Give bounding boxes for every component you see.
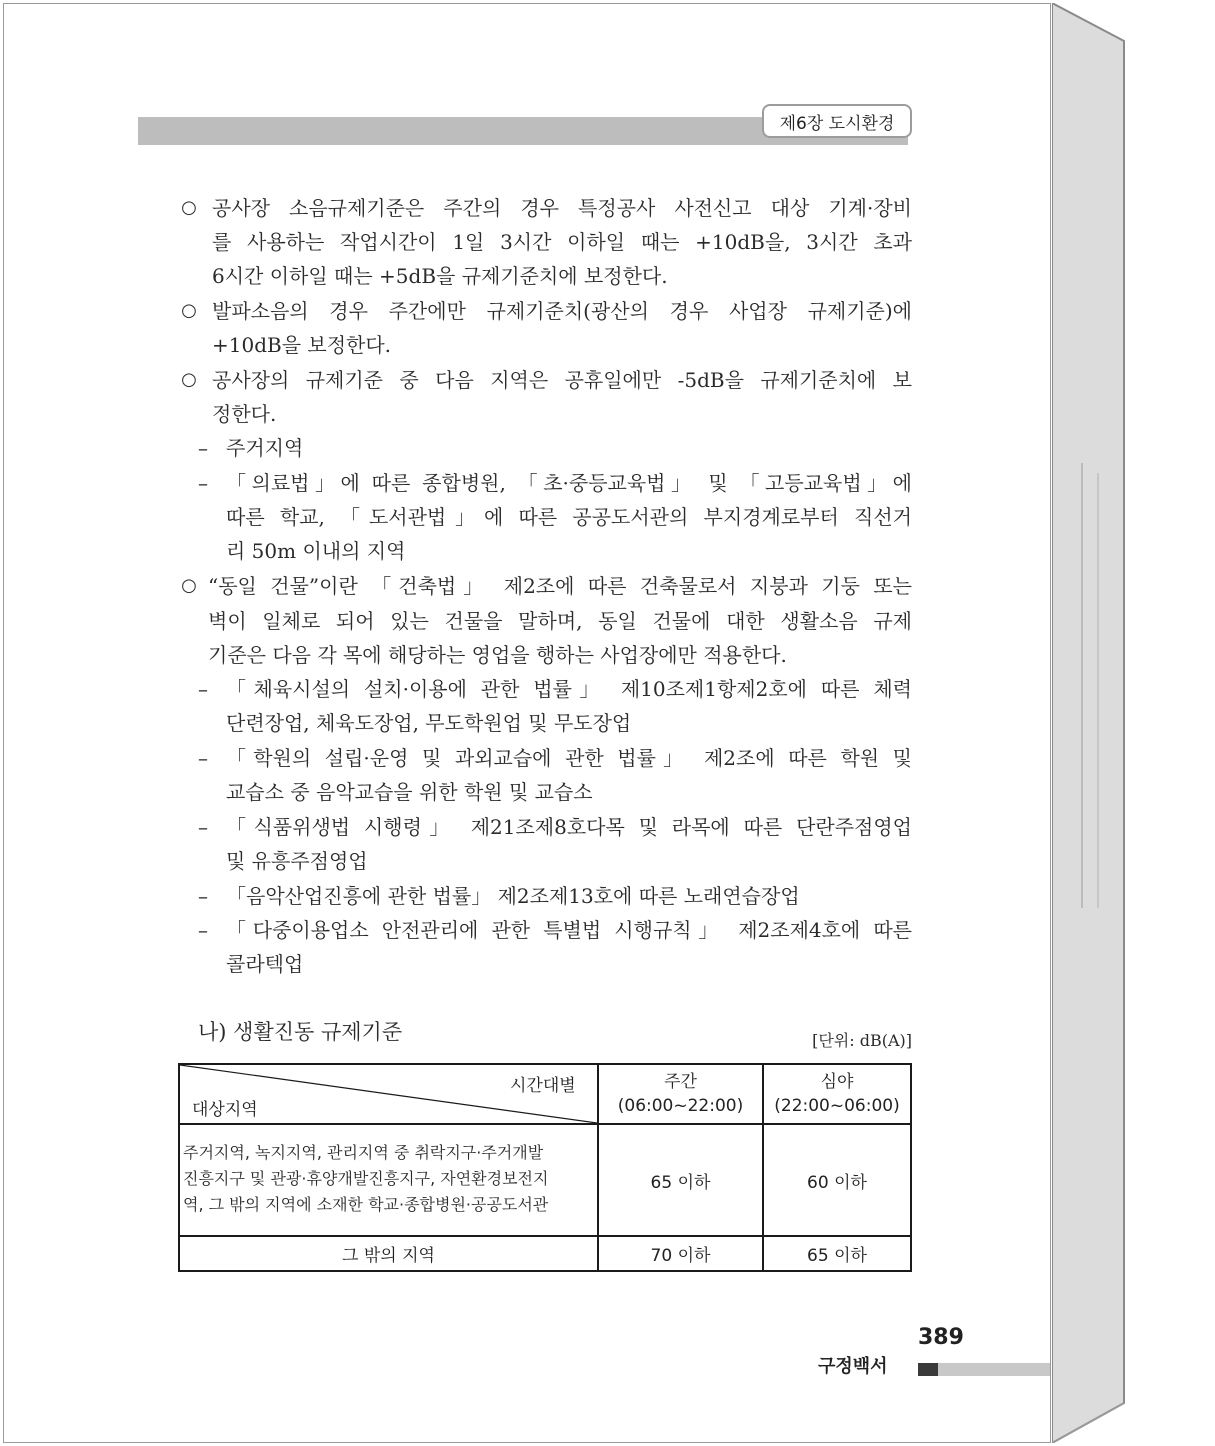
body-text-line: 6시간 이하일 때는 +5dB을 규제기준치에 보정한다.: [212, 264, 668, 288]
unit-label: [단위: dB(A)]: [812, 1031, 912, 1050]
list-item-text: 「의료법」에 따른 종합병원, 「초·중등교육법」 및 「고등교육법」에: [226, 471, 912, 495]
column-header-day-range: (06:00~22:00): [617, 1096, 744, 1116]
list-item-text: 교습소 중 음악교습을 위한 학원 및 교습소: [226, 780, 593, 804]
body-text-line: 를 사용하는 작업시간이 1일 3시간 이하일 때는 +10dB을, 3시간 초과: [212, 230, 912, 254]
body-text-line: 공사장의 규제기준 중 다음 지역은 공휴일에만 -5dB을 규제기준치에 보: [212, 368, 912, 392]
table-cell-night: 60 이하: [807, 1172, 867, 1193]
chapter-title: 제6장 도시환경: [779, 113, 895, 134]
area-text-line: 진흥지구 및 관광·휴양개발진흥지구, 자연환경보전지: [183, 1169, 549, 1188]
list-item-text: 콜라텍업: [226, 952, 304, 976]
dash-marker: –: [198, 436, 208, 460]
dash-marker: –: [198, 746, 208, 770]
list-item-text: 「학원의 설립·운영 및 과외교습에 관한 법률」 제2조에 따른 학원 및: [226, 746, 912, 770]
section-heading: 나) 생활진동 규제기준: [198, 1020, 403, 1044]
chapter-tab: [762, 104, 912, 138]
list-item-text: 단련장업, 체육도장업, 무도학원업 및 무도장업: [226, 711, 632, 735]
body-text-line: 벽이 일체로 되어 있는 건물을 말하며, 동일 건물에 대한 생활소음 규제: [208, 609, 912, 633]
area-text-line: 주거지역, 녹지지역, 관리지역 중 취락지구·주거개발: [183, 1143, 544, 1162]
list-item-text: 및 유흥주점영업: [226, 849, 368, 873]
list-item-text: 「체육시설의 설치·이용에 관한 법률」 제10조제1항제2호에 따른 체력: [226, 677, 912, 701]
table-row-area: 그 밖의 지역: [342, 1246, 435, 1266]
body-text-line: 기준은 다음 각 목에 해당하는 영업을 행하는 사업장에만 적용한다.: [208, 643, 787, 667]
book-edge-decoration: [1052, 3, 1132, 1443]
bullet-marker: ○: [181, 369, 197, 390]
dash-marker: –: [198, 815, 208, 839]
table-cell-day: 70 이하: [650, 1246, 711, 1266]
column-header-night-label: 심야: [820, 1072, 854, 1092]
list-item-text: 따른 학교, 「도서관법」에 따른 공공도서관의 부지경계로부터 직선거: [226, 505, 912, 529]
column-header-day: [599, 1070, 762, 1118]
body-text-line: 정한다.: [212, 402, 277, 426]
vibration-standard-table: [178, 1063, 912, 1272]
body-text-line: 공사장 소음규제기준은 주간의 경우 특정공사 사전신고 대상 기계·장비: [212, 196, 912, 220]
list-item-text: 「식품위생법 시행령」 제21조제8호다목 및 라목에 따른 단란주점영업: [226, 815, 912, 839]
footer-accent-block: [918, 1363, 938, 1376]
page-number: 389: [918, 1325, 964, 1350]
list-item-text: 「음악산업진흥에 관한 법률」 제2조제13호에 따른 노래연습장업: [226, 884, 800, 908]
list-item-text: 「다중이용업소 안전관리에 관한 특별법 시행규칙」 제2조제4호에 따른: [226, 918, 912, 942]
dash-marker: –: [198, 918, 208, 942]
table-row-area: [183, 1140, 595, 1218]
list-item-text: 주거지역: [226, 436, 304, 460]
corner-label-area: 대상지역: [192, 1100, 258, 1120]
area-text-line: 역, 그 밖의 지역에 소재한 학교·종합병원·공공도서관: [183, 1195, 549, 1214]
dash-marker: –: [198, 884, 208, 908]
list-item-text: 리 50m 이내의 지역: [226, 539, 406, 563]
bullet-marker: ○: [181, 575, 197, 596]
table-cell-day: 65 이하: [650, 1172, 711, 1193]
table-cell-night: 65 이하: [807, 1246, 867, 1266]
body-text-line: 발파소음의 경우 주간에만 규제기준치(광산의 경우 사업장 규제기준)에: [212, 299, 912, 323]
book-title: 구정백서: [818, 1356, 888, 1377]
bullet-marker: ○: [181, 197, 197, 218]
dash-marker: –: [198, 471, 208, 495]
footer-bar: [938, 1363, 1050, 1376]
column-header-night-range: (22:00~06:00): [774, 1096, 900, 1116]
body-text-line: +10dB을 보정한다.: [212, 333, 392, 357]
column-header-night: [764, 1070, 910, 1118]
column-header-day-label: 주간: [664, 1072, 697, 1092]
bullet-marker: ○: [181, 300, 197, 321]
corner-label-time: 시간대별: [510, 1076, 576, 1096]
dash-marker: –: [198, 677, 208, 701]
body-text-line: “동일 건물”이란 「건축법」 제2조에 따른 건축물로서 지붕과 기둥 또는: [208, 574, 912, 598]
